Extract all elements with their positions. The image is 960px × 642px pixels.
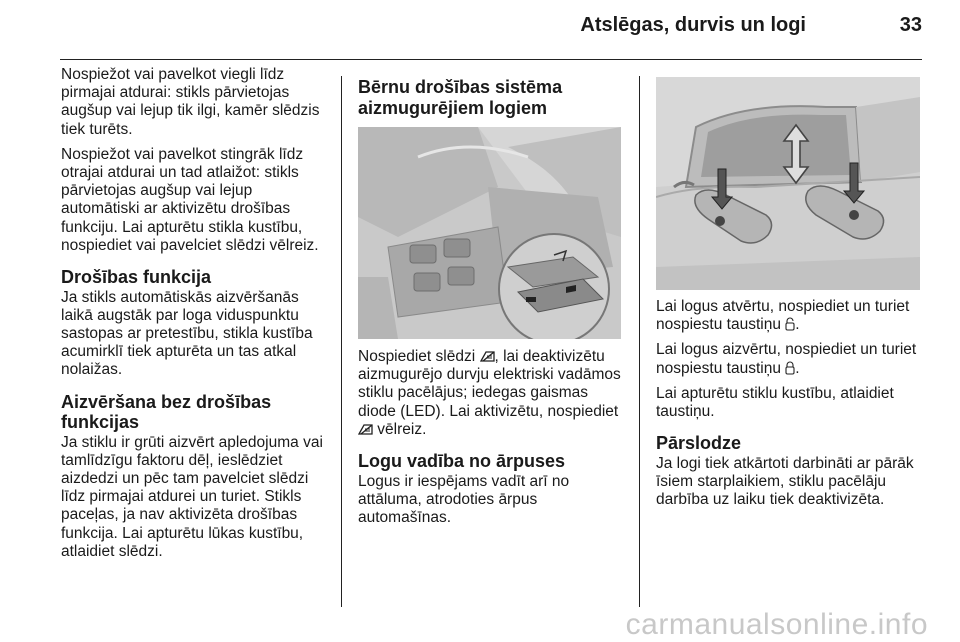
column-divider-2	[639, 76, 640, 607]
close-windows-end: .	[795, 359, 800, 377]
unlock-key-icon	[785, 317, 795, 331]
paragraph-remote-control: Logus ir iespējams vadīt arī no attāluma, atrodoties ārpus automašīnas.	[358, 472, 570, 526]
child-lock-switch-illustration	[358, 127, 621, 339]
header-rule	[60, 59, 922, 60]
child-safety-text-2: , lai deaktivizētu aizmugurējo durvju elektriski vadāmos stiklu pacēlājus; iedegas gaismas diode (LED). Lai aktivizētu, nospiediet	[358, 348, 621, 420]
heading-child-safety: Bērnu drošības sistēma aizmugurējiem logiem	[358, 77, 563, 118]
paragraph-closing-without-safety: Ja stiklu ir grūti aizvērt apledojuma vai tamlīdzīgu faktoru dēļ, ieslēdziet aizdedzi un pēc tam pavelciet slēdzi līdz pirmajai atdurei un turiet. Stikls paceļas, ja nav aktivizēta drošības funkcija. Lai apturētu lūkas kustību, atlaidiet slēdzi.	[61, 433, 323, 560]
column-2	[358, 64, 623, 534]
child-lock-icon	[480, 350, 495, 363]
watermark: carmanualsonline.info	[625, 608, 928, 641]
heading-overload: Pārslodze	[656, 433, 742, 454]
paragraph-overload: Ja logi tiek atkārtoti darbināti ar pārāk īsiem starplaikiem, stiklu pacēlāju darbība uz laiku tiek deaktivizēta.	[656, 454, 914, 509]
paragraph-light-press: Nospiežot vai pavelkot viegli līdz pirmajai atdurai: stikls pārvietojas augšup vai lejup tik ilgi, kamēr slēdzis tiek turēts.	[61, 66, 320, 138]
open-windows-end: .	[795, 316, 800, 334]
child-safety-text-3: vēlreiz.	[373, 420, 427, 438]
open-windows-text: Lai logus atvērtu, nospiediet un turiet nospiestu taustiņu	[656, 298, 910, 334]
child-safety-text-1: Nospiediet slēdzi	[358, 348, 476, 365]
column-3	[656, 64, 924, 516]
column-divider-1	[341, 76, 342, 607]
heading-closing-without-safety: Aizvēršana bez drošības funkcijas	[61, 391, 272, 433]
paragraph-close-windows	[656, 341, 924, 377]
page-number: 33	[899, 14, 922, 36]
paragraph-child-safety	[358, 348, 623, 439]
paragraph-stop-windows: Lai apturētu stiklu kustību, atlaidiet taustiņu.	[656, 384, 894, 421]
child-lock-icon	[358, 423, 373, 436]
column-1	[61, 64, 329, 568]
paragraph-safety-function: Ja stikls automātiskās aizvēršanās laikā augstāk par loga viduspunktu sastopas ar pretestību, stikla kustība acumirklī tiek apturēta un tas atkal nolaižas.	[61, 288, 313, 379]
close-windows-text: Lai logus aizvērtu, nospiediet un turiet nospiestu taustiņu	[656, 341, 917, 377]
heading-safety-function: Drošības funkcija	[61, 267, 212, 288]
header-title: Atslēgas, durvis un logi	[580, 14, 806, 36]
paragraph-open-windows	[656, 298, 924, 334]
remote-window-control-illustration	[656, 77, 920, 290]
heading-remote-control: Logu vadība no ārpuses	[358, 451, 566, 472]
paragraph-firm-press: Nospiežot vai pavelkot stingrāk līdz otrajai atdurai un tad atlaižot: stikls pārvietojas augšup vai lejup automātiski ar aktivizētu drošības funkciju. Lai apturētu stikla kustību, nospiediet vai pavelciet slēdzi vēlreiz.	[61, 145, 319, 254]
lock-key-icon	[785, 361, 795, 375]
